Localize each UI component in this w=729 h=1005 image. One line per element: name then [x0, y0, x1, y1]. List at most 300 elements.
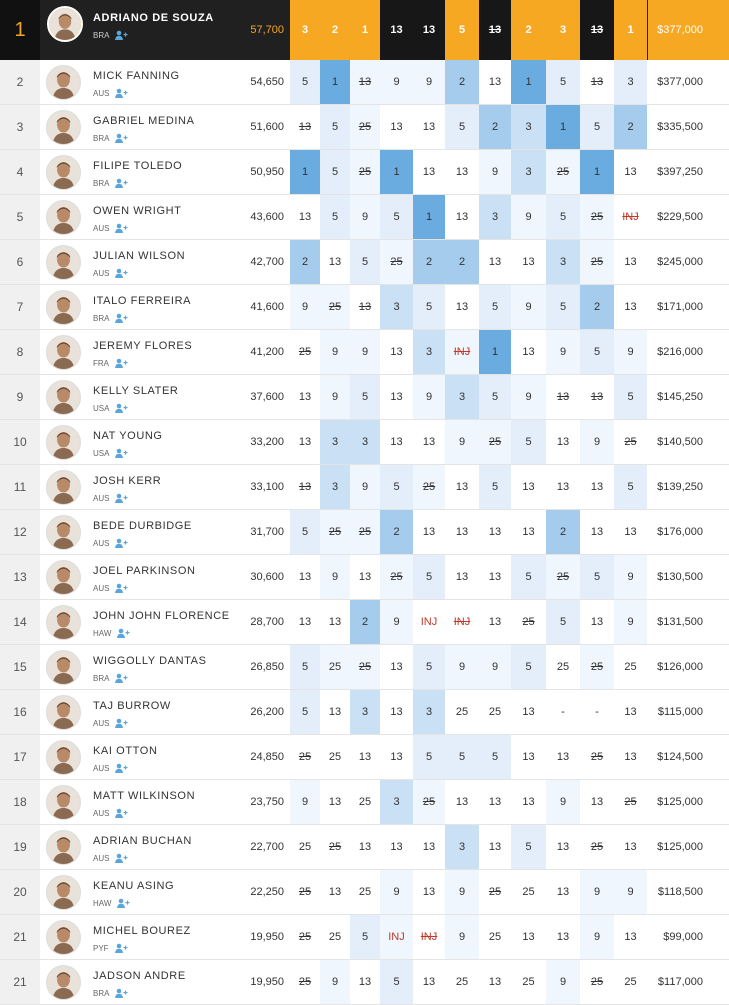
event-result: 13	[590, 481, 604, 493]
surfer-avatar[interactable]	[46, 245, 81, 280]
event-result: 5	[546, 600, 580, 644]
rank: 4	[0, 150, 40, 194]
rank: 12	[0, 510, 40, 554]
user-plus-icon[interactable]	[114, 88, 128, 98]
surfer-avatar[interactable]	[46, 965, 81, 1000]
country-code: USA	[93, 448, 110, 458]
surfer-avatar[interactable]	[46, 200, 81, 235]
event-result: 13	[556, 751, 570, 763]
rank: 9	[0, 375, 40, 419]
rank: 5	[0, 195, 40, 239]
event-result: 3	[413, 690, 445, 734]
country-info	[93, 628, 130, 638]
points: 26,200	[250, 706, 284, 718]
event-result: 13	[590, 76, 604, 88]
surfer-name[interactable]: ITALO FERREIRA	[93, 295, 192, 307]
event-result: 25	[298, 841, 312, 853]
points: 22,700	[250, 841, 284, 853]
country-code: AUS	[93, 583, 110, 593]
table-row[interactable]	[0, 195, 729, 240]
surfer-name[interactable]: JOSH KERR	[93, 475, 162, 487]
event-result: 5	[479, 735, 511, 779]
event-result: 5	[320, 105, 350, 149]
surfer-name[interactable]: JADSON ANDRE	[93, 970, 186, 982]
surfer-name[interactable]: WIGGOLLY DANTAS	[93, 655, 207, 667]
user-plus-icon[interactable]	[114, 538, 128, 548]
points: 51,600	[250, 121, 284, 133]
event-result: 13	[422, 436, 436, 448]
rank: 16	[0, 690, 40, 734]
event-result: 25	[580, 240, 614, 284]
event-result: 25	[522, 616, 535, 628]
table-row[interactable]	[0, 780, 729, 825]
surfer-name[interactable]: NAT YOUNG	[93, 430, 163, 442]
points: 57,700	[250, 24, 284, 36]
event-result: 13	[488, 976, 502, 988]
event-result: 13	[455, 211, 469, 223]
event-result: 5	[445, 735, 479, 779]
country-code: AUS	[93, 763, 110, 773]
event-result: 25	[455, 706, 469, 718]
event-result: 13	[624, 751, 637, 763]
table-row[interactable]	[0, 645, 729, 690]
rank: 21	[0, 915, 40, 959]
country-info	[93, 718, 128, 728]
event-result: 9	[290, 285, 320, 329]
surfer-name[interactable]: MICHEL BOUREZ	[93, 925, 191, 937]
surfer-name[interactable]: KELLY SLATER	[93, 385, 179, 397]
event-result: 25	[590, 976, 604, 988]
table-row[interactable]	[0, 960, 729, 1005]
event-result: 25	[358, 796, 372, 808]
points: 26,850	[250, 661, 284, 673]
rank: 19	[0, 825, 40, 869]
country-code: BRA	[93, 313, 110, 323]
rank: 17	[0, 735, 40, 779]
event-result: 3	[380, 285, 413, 329]
event-result: 25	[298, 886, 312, 898]
surfer-name[interactable]: ADRIANO DE SOUZA	[93, 12, 214, 24]
user-plus-icon[interactable]	[114, 178, 128, 188]
event-result: 5	[479, 285, 511, 329]
prize-money: $117,000	[657, 976, 703, 988]
user-plus-icon[interactable]	[114, 493, 128, 503]
event-result: 9	[445, 420, 479, 464]
prize-money: $125,000	[657, 796, 703, 808]
surfer-avatar[interactable]	[46, 290, 81, 325]
table-row[interactable]	[0, 285, 729, 330]
surfer-avatar[interactable]	[46, 920, 81, 955]
event-result: 13	[390, 706, 403, 718]
country-info	[93, 853, 128, 863]
user-plus-icon[interactable]	[114, 268, 128, 278]
event-result: 25	[320, 510, 350, 554]
event-result: 3	[479, 195, 511, 239]
event-result: 13	[488, 571, 502, 583]
event-result: 13	[298, 211, 312, 223]
surfer-avatar[interactable]	[46, 335, 81, 370]
event-result: 13	[522, 526, 535, 538]
event-result: 13	[580, 0, 614, 60]
event-result: 3	[445, 825, 479, 869]
event-result: 13	[455, 571, 469, 583]
rank: 7	[0, 285, 40, 329]
event-result: 13	[358, 751, 372, 763]
event-result: 5	[546, 195, 580, 239]
rank: 1	[0, 0, 40, 60]
surfer-avatar[interactable]	[46, 875, 81, 910]
user-plus-icon[interactable]	[114, 718, 128, 728]
prize-money: $377,000	[657, 24, 703, 36]
surfer-name[interactable]: BEDE DURBIDGE	[93, 520, 192, 532]
user-plus-icon[interactable]	[114, 673, 128, 683]
surfer-avatar[interactable]	[46, 695, 81, 730]
table-row[interactable]	[0, 690, 729, 735]
user-plus-icon[interactable]	[116, 898, 130, 908]
event-result: 5	[350, 375, 380, 419]
country-code: AUS	[93, 88, 110, 98]
event-result: 13	[624, 841, 637, 853]
table-row[interactable]	[0, 465, 729, 510]
event-result: 9	[511, 375, 546, 419]
event-result: 5	[290, 60, 320, 104]
country-info	[93, 223, 128, 233]
country-info	[93, 88, 128, 98]
event-result: 13	[390, 121, 403, 133]
event-result: 2	[290, 240, 320, 284]
user-plus-icon[interactable]	[114, 403, 128, 413]
event-result: 13	[624, 166, 637, 178]
event-result: 9	[320, 330, 350, 374]
event-result: 5	[546, 60, 580, 104]
event-result: 9	[380, 870, 413, 914]
event-result: 9	[546, 330, 580, 374]
event-result: 25	[624, 661, 637, 673]
event-result: 13	[522, 346, 535, 358]
surfer-name[interactable]: MATT WILKINSON	[93, 790, 196, 802]
event-result: 25	[624, 976, 637, 988]
table-row[interactable]	[0, 375, 729, 420]
user-plus-icon[interactable]	[116, 628, 130, 638]
user-plus-icon[interactable]	[114, 763, 128, 773]
event-result: 9	[614, 870, 647, 914]
table-row[interactable]	[0, 150, 729, 195]
prize-money: $176,000	[657, 526, 703, 538]
surfer-name[interactable]: OWEN WRIGHT	[93, 205, 182, 217]
surfer-avatar[interactable]	[46, 560, 81, 595]
surfer-name[interactable]: FILIPE TOLEDO	[93, 160, 183, 172]
surfer-avatar[interactable]	[46, 515, 81, 550]
event-result: 13	[390, 391, 403, 403]
event-result: INJ	[380, 915, 413, 959]
event-result: 25	[522, 976, 535, 988]
event-result: 1	[290, 150, 320, 194]
country-code: HAW	[93, 628, 112, 638]
event-result: 9	[380, 600, 413, 644]
event-result: 25	[320, 645, 350, 689]
user-plus-icon[interactable]	[114, 358, 128, 368]
country-info	[93, 313, 128, 323]
event-result: 2	[413, 240, 445, 284]
event-result: 13	[390, 346, 403, 358]
event-result: 9	[290, 780, 320, 824]
event-result: 25	[546, 150, 580, 194]
table-row[interactable]	[0, 735, 729, 780]
event-result: -	[595, 706, 599, 718]
surfer-avatar[interactable]	[46, 65, 81, 100]
surfer-avatar[interactable]	[46, 110, 81, 145]
prize-money: $125,000	[657, 841, 703, 853]
event-result: 3	[290, 0, 320, 60]
prize-money: $126,000	[657, 661, 703, 673]
event-result: 25	[556, 661, 570, 673]
event-result: 25	[413, 780, 445, 824]
table-row[interactable]	[0, 600, 729, 645]
event-result: 9	[350, 465, 380, 509]
points: 41,600	[250, 301, 284, 313]
event-result: 9	[580, 915, 614, 959]
event-result: 13	[624, 256, 637, 268]
prize-money: $245,000	[657, 256, 703, 268]
event-result: 5	[479, 465, 511, 509]
surfer-avatar[interactable]	[46, 155, 81, 190]
user-plus-icon[interactable]	[114, 808, 128, 818]
points: 30,600	[250, 571, 284, 583]
country-info	[93, 988, 128, 998]
table-row[interactable]	[0, 510, 729, 555]
points: 33,100	[250, 481, 284, 493]
rank: 13	[0, 555, 40, 599]
rank: 3	[0, 105, 40, 149]
event-result: 13	[358, 571, 372, 583]
table-row[interactable]	[0, 330, 729, 375]
surfer-avatar[interactable]	[46, 650, 81, 685]
event-result: 13	[590, 796, 604, 808]
event-result: 25	[328, 931, 342, 943]
event-result: 13	[455, 166, 469, 178]
user-plus-icon[interactable]	[114, 223, 128, 233]
user-plus-icon[interactable]	[114, 853, 128, 863]
surfer-avatar[interactable]	[46, 470, 81, 505]
surfer-name[interactable]: JEREMY FLORES	[93, 340, 193, 352]
event-result: 9	[614, 600, 647, 644]
table-row[interactable]	[0, 240, 729, 285]
country-code: AUS	[93, 268, 110, 278]
table-row[interactable]	[0, 870, 729, 915]
surfer-avatar[interactable]	[46, 830, 81, 865]
country-info	[93, 178, 128, 188]
event-result: 5	[350, 915, 380, 959]
table-row[interactable]	[0, 420, 729, 465]
user-plus-icon[interactable]	[114, 988, 128, 998]
event-result: 9	[413, 375, 445, 419]
event-result: 13	[380, 0, 413, 60]
event-result: 1	[320, 60, 350, 104]
table-row[interactable]	[0, 915, 729, 960]
event-result: 25	[358, 886, 372, 898]
event-result: 25	[624, 436, 637, 448]
points: 23,750	[250, 796, 284, 808]
points: 42,700	[250, 256, 284, 268]
event-result: 13	[390, 841, 403, 853]
prize-money: $131,500	[657, 616, 703, 628]
points: 50,950	[250, 166, 284, 178]
surfer-name[interactable]: TAJ BURROW	[93, 700, 171, 712]
event-result: 3	[511, 150, 546, 194]
event-result: 13	[522, 751, 535, 763]
event-result: 9	[445, 870, 479, 914]
event-result: 5	[511, 645, 546, 689]
rank: 8	[0, 330, 40, 374]
event-result: 1	[546, 105, 580, 149]
event-result: 13	[298, 616, 312, 628]
country-code: BRA	[93, 133, 110, 143]
event-result: 5	[614, 465, 647, 509]
event-result: 9	[479, 150, 511, 194]
event-result: 5	[413, 735, 445, 779]
event-result: 13	[590, 526, 604, 538]
prize-money: $377,000	[657, 76, 703, 88]
event-result: 9	[350, 330, 380, 374]
country-info	[93, 133, 128, 143]
user-plus-icon[interactable]	[114, 583, 128, 593]
event-result: 13	[488, 526, 502, 538]
leader-row[interactable]	[0, 0, 729, 60]
rank: 10	[0, 420, 40, 464]
event-result: 9	[614, 330, 647, 374]
surfer-avatar[interactable]	[46, 425, 81, 460]
surfer-name[interactable]: JOHN JOHN FLORENCE	[93, 610, 230, 622]
event-result: 5	[511, 420, 546, 464]
event-result: 5	[445, 105, 479, 149]
event-result: 2	[445, 60, 479, 104]
event-result: 13	[488, 256, 502, 268]
table-row[interactable]	[0, 105, 729, 150]
event-result: 13	[422, 526, 436, 538]
rank: 20	[0, 870, 40, 914]
surfer-name[interactable]: KAI OTTON	[93, 745, 158, 757]
country-code: HAW	[93, 898, 112, 908]
country-info	[93, 673, 128, 683]
event-result: 13	[422, 841, 436, 853]
surfer-avatar[interactable]	[47, 6, 83, 42]
points: 37,600	[250, 391, 284, 403]
event-result: 25	[380, 555, 413, 599]
event-result: 25	[328, 841, 342, 853]
event-result: 13	[556, 391, 570, 403]
event-result: 25	[488, 886, 502, 898]
event-result: 13	[422, 166, 436, 178]
event-result: 3	[350, 690, 380, 734]
event-result: 13	[455, 526, 469, 538]
user-plus-icon[interactable]	[114, 943, 128, 953]
prize-money: $118,500	[657, 886, 703, 898]
event-result: 5	[580, 330, 614, 374]
event-result: 5	[320, 150, 350, 194]
country-code: AUS	[93, 853, 110, 863]
country-code: AUS	[93, 493, 110, 503]
event-result: 5	[413, 645, 445, 689]
user-plus-icon[interactable]	[114, 448, 128, 458]
event-result: 3	[350, 420, 380, 464]
surfer-name[interactable]: KEANU ASING	[93, 880, 175, 892]
event-result: 13	[455, 481, 469, 493]
event-result: 9	[546, 960, 580, 1004]
country-info	[93, 538, 128, 548]
event-result: 13	[328, 616, 342, 628]
event-result: 25	[328, 751, 342, 763]
event-result: 13	[422, 976, 436, 988]
event-result: 25	[624, 796, 637, 808]
event-result: 13	[522, 796, 535, 808]
user-plus-icon[interactable]	[114, 30, 128, 40]
event-result: 3	[380, 780, 413, 824]
prize-money: $229,500	[657, 211, 703, 223]
event-result: 5	[614, 375, 647, 419]
event-result: 13	[488, 616, 502, 628]
user-plus-icon[interactable]	[114, 313, 128, 323]
table-row[interactable]	[0, 60, 729, 105]
event-result: 13	[390, 436, 403, 448]
surfer-avatar[interactable]	[46, 605, 81, 640]
country-code: AUS	[93, 538, 110, 548]
user-plus-icon[interactable]	[114, 133, 128, 143]
surfer-avatar[interactable]	[46, 380, 81, 415]
event-result: 3	[320, 420, 350, 464]
surfer-name[interactable]: MICK FANNING	[93, 70, 180, 82]
event-result: 1	[479, 330, 511, 374]
country-info	[93, 448, 128, 458]
surfer-name[interactable]: JULIAN WILSON	[93, 250, 186, 262]
event-result: 2	[479, 105, 511, 149]
event-result: 9	[511, 195, 546, 239]
table-row[interactable]	[0, 555, 729, 600]
event-result: 13	[488, 841, 502, 853]
event-result: 13	[298, 391, 312, 403]
event-result: 13	[298, 121, 312, 133]
points: 19,950	[250, 931, 284, 943]
surfer-avatar[interactable]	[46, 785, 81, 820]
event-result: 13	[422, 886, 436, 898]
event-result: 25	[590, 751, 604, 763]
event-result: 9	[320, 555, 350, 599]
points: 22,250	[250, 886, 284, 898]
event-result: 5	[290, 690, 320, 734]
event-result: 13	[298, 571, 312, 583]
event-result: 25	[298, 346, 312, 358]
country-code: BRA	[93, 178, 110, 188]
event-result: 25	[488, 931, 502, 943]
surfer-avatar[interactable]	[46, 740, 81, 775]
event-result: 5	[413, 285, 445, 329]
points: 43,600	[250, 211, 284, 223]
event-result: 25	[298, 751, 312, 763]
surfer-name[interactable]: GABRIEL MEDINA	[93, 115, 195, 127]
surfer-name[interactable]: ADRIAN BUCHAN	[93, 835, 192, 847]
event-result: 25	[488, 706, 502, 718]
event-result: 13	[328, 796, 342, 808]
surfer-name[interactable]: JOEL PARKINSON	[93, 565, 196, 577]
event-result: 5	[380, 465, 413, 509]
event-result: 13	[328, 256, 342, 268]
prize-money: $145,250	[657, 391, 703, 403]
event-result: INJ	[420, 931, 438, 943]
event-result: 13	[522, 256, 535, 268]
event-result: 1	[580, 150, 614, 194]
event-result: 3	[320, 465, 350, 509]
event-result: 13	[479, 0, 511, 60]
table-row[interactable]	[0, 825, 729, 870]
